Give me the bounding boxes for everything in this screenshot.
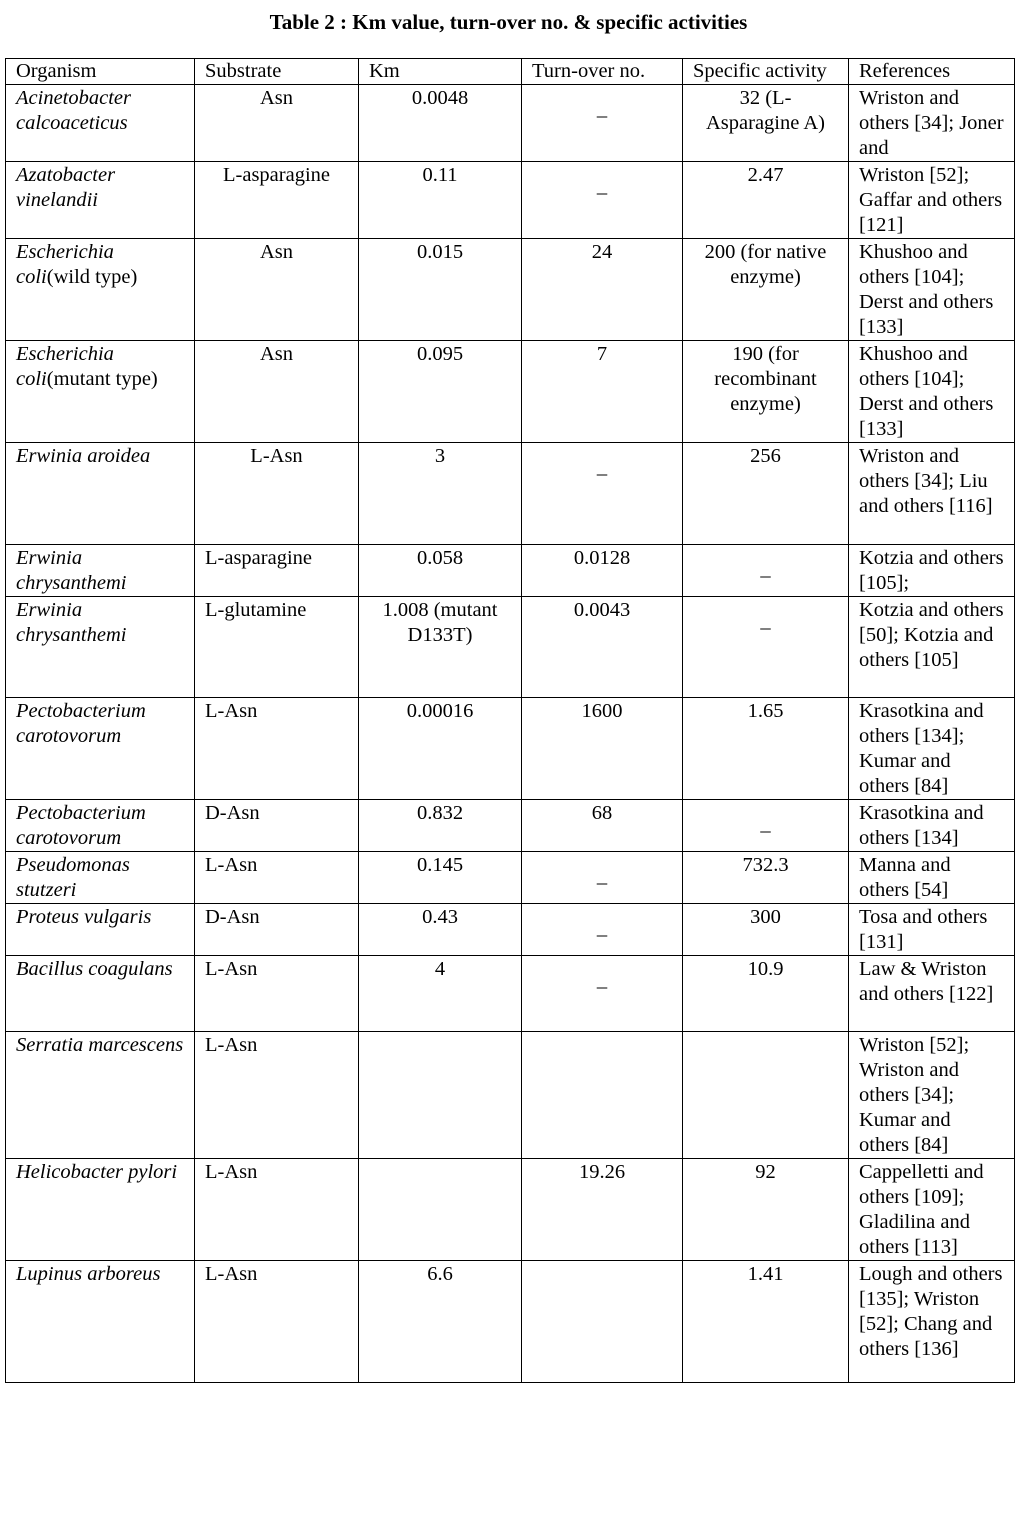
cell-km	[359, 904, 522, 956]
cell-substrate-text: L-Asn	[205, 854, 258, 876]
cell-references-text: Khushoo and others [104]; Derst and others [133]	[859, 343, 994, 440]
cell-specific-activity	[683, 162, 849, 239]
cell-km-text: 0.145	[416, 854, 464, 876]
cell-turnover	[522, 239, 683, 341]
cell-turnover	[522, 1032, 683, 1159]
cell-organism	[6, 852, 195, 904]
cell-references-text: Kotzia and others [105];	[859, 547, 1004, 594]
table-row	[6, 698, 1015, 800]
cell-turnover	[522, 597, 683, 698]
cell-km	[359, 597, 522, 698]
table-row	[6, 443, 1015, 545]
cell-turnover-text: 0.0128	[573, 547, 631, 569]
cell-substrate-text: Asn	[259, 343, 294, 365]
table-row	[6, 800, 1015, 852]
cell-turnover-text: 24	[591, 241, 613, 263]
cell-turnover	[522, 800, 683, 852]
cell-substrate-text: L-asparagine	[223, 164, 330, 186]
cell-specific-activity	[683, 443, 849, 545]
table-row	[6, 341, 1015, 443]
table-row	[6, 1261, 1015, 1383]
cell-substrate	[195, 698, 359, 800]
header-organism: Organism	[6, 59, 195, 85]
cell-km	[359, 1032, 522, 1159]
cell-km-text: 1.008 (mutant D133T)	[382, 599, 498, 646]
cell-references-text: Krasotkina and others [134]; Kumar and others [84]	[859, 700, 984, 797]
cell-organism	[6, 904, 195, 956]
cell-turnover	[522, 443, 683, 545]
cell-substrate-text: L-glutamine	[205, 599, 307, 621]
cell-references	[849, 698, 1015, 800]
cell-km-text: 0.43	[422, 906, 458, 928]
cell-specific-activity	[683, 852, 849, 904]
cell-km	[359, 545, 522, 597]
cell-organism-text: Serratia marcescens	[16, 1034, 184, 1056]
cell-turnover	[522, 85, 683, 162]
cell-references	[849, 443, 1015, 545]
cell-km-text: 6.6	[427, 1263, 453, 1285]
cell-specific-activity	[683, 956, 849, 1032]
cell-specific-activity	[683, 698, 849, 800]
cell-specific-activity-text: 256	[750, 445, 781, 467]
cell-references	[849, 1159, 1015, 1261]
cell-specific-activity	[683, 800, 849, 852]
cell-km	[359, 443, 522, 545]
cell-substrate	[195, 239, 359, 341]
cell-specific-activity-text: 1.65	[747, 700, 784, 722]
cell-substrate-text: L-asparagine	[205, 547, 312, 569]
cell-organism-text: Pectobacterium carotovorum	[16, 802, 146, 849]
cell-references-text: Wriston [52]; Gaffar and others [121]	[859, 164, 1003, 236]
cell-organism-text: Pectobacterium carotovorum	[16, 700, 146, 747]
header-references: References	[849, 59, 1015, 85]
cell-organism	[6, 800, 195, 852]
cell-references	[849, 1261, 1015, 1383]
cell-substrate-text: D-Asn	[205, 802, 260, 824]
cell-organism-text: (mutant type)	[46, 368, 158, 390]
cell-substrate-text: Asn	[259, 241, 294, 263]
cell-organism	[6, 341, 195, 443]
table-row	[6, 852, 1015, 904]
data-table	[5, 58, 1015, 1383]
table-row	[6, 239, 1015, 341]
cell-references-text: Cappelletti and others [109]; Gladilina and others [113]	[859, 1161, 984, 1258]
cell-substrate-text: L-Asn	[250, 445, 303, 467]
cell-specific-activity-text: 300	[750, 906, 781, 928]
cell-references	[849, 341, 1015, 443]
cell-specific-activity	[683, 597, 849, 698]
cell-references	[849, 904, 1015, 956]
cell-specific-activity	[683, 341, 849, 443]
header-row	[6, 59, 1015, 85]
cell-references-text: Khushoo and others [104]; Derst and others [133]	[859, 241, 994, 338]
cell-km	[359, 85, 522, 162]
cell-organism	[6, 443, 195, 545]
cell-turnover-text: 7	[596, 343, 608, 365]
cell-specific-activity	[683, 1032, 849, 1159]
header-specific-activity: Specific activity	[683, 59, 849, 85]
cell-references-text: Wriston [52]; Wriston and others [34]; Kumar and others [84]	[859, 1034, 970, 1156]
table-row	[6, 597, 1015, 698]
cell-km-text: 0.015	[416, 241, 464, 263]
cell-references	[849, 800, 1015, 852]
cell-km	[359, 956, 522, 1032]
table-row	[6, 956, 1015, 1032]
cell-specific-activity-text: _	[760, 558, 771, 580]
cell-turnover-text: 1600	[581, 700, 623, 722]
cell-turnover	[522, 904, 683, 956]
cell-references	[849, 1032, 1015, 1159]
cell-references	[849, 239, 1015, 341]
cell-organism	[6, 239, 195, 341]
cell-turnover-text: _	[596, 175, 608, 197]
cell-organism	[6, 1159, 195, 1261]
cell-references	[849, 852, 1015, 904]
cell-turnover-text: _	[596, 98, 608, 120]
cell-references-text: Wriston and others [34]; Joner and	[859, 87, 1004, 159]
cell-km	[359, 1261, 522, 1383]
cell-turnover-text: _	[596, 456, 608, 478]
cell-specific-activity-text: _	[760, 813, 771, 835]
cell-references-text: Krasotkina and others [134]	[859, 802, 984, 849]
cell-organism-text: Azatobacter vinelandii	[16, 164, 116, 211]
cell-specific-activity-text: 200 (for native enzyme)	[704, 241, 827, 288]
cell-substrate	[195, 956, 359, 1032]
table-title: Table 2 : Km value, turn-over no. & specific activities	[269, 10, 748, 34]
cell-km-text: 0.095	[416, 343, 464, 365]
cell-specific-activity	[683, 1159, 849, 1261]
cell-specific-activity	[683, 85, 849, 162]
table-row	[6, 545, 1015, 597]
cell-references	[849, 956, 1015, 1032]
cell-substrate	[195, 1032, 359, 1159]
cell-references-text: Lough and others [135]; Wriston [52]; Chang and others [136]	[859, 1263, 1003, 1360]
cell-organism-text: Erwinia chrysanthemi	[16, 547, 127, 594]
cell-substrate	[195, 545, 359, 597]
cell-substrate-text: D-Asn	[205, 906, 260, 928]
cell-km-text: 0.058	[416, 547, 464, 569]
cell-turnover-text: _	[596, 865, 608, 887]
table-row	[6, 904, 1015, 956]
cell-organism	[6, 1032, 195, 1159]
cell-km	[359, 341, 522, 443]
cell-km	[359, 1159, 522, 1261]
cell-organism-text: Lupinus arboreus	[16, 1263, 161, 1285]
cell-turnover	[522, 162, 683, 239]
header-substrate: Substrate	[195, 59, 359, 85]
cell-turnover	[522, 545, 683, 597]
cell-substrate-text: L-Asn	[205, 1263, 258, 1285]
cell-specific-activity-text: 2.47	[747, 164, 784, 186]
cell-specific-activity	[683, 1261, 849, 1383]
cell-specific-activity-text: 92	[755, 1161, 776, 1183]
cell-organism-text: Bacillus coagulans	[16, 958, 173, 980]
cell-km-text: 0.0048	[411, 87, 469, 109]
cell-organism-text: Helicobacter pylori	[16, 1161, 178, 1183]
cell-references-text: Law & Wriston and others [122]	[859, 958, 994, 1005]
cell-organism-text: Erwinia chrysanthemi	[16, 599, 127, 646]
cell-substrate	[195, 162, 359, 239]
cell-substrate	[195, 443, 359, 545]
cell-organism	[6, 956, 195, 1032]
cell-organism-text: Acinetobacter calcoaceticus	[16, 87, 131, 134]
cell-substrate	[195, 1159, 359, 1261]
cell-specific-activity	[683, 904, 849, 956]
cell-specific-activity	[683, 239, 849, 341]
cell-specific-activity-text: 732.3	[742, 854, 789, 876]
cell-turnover	[522, 852, 683, 904]
cell-km-text: 4	[434, 958, 446, 980]
cell-turnover	[522, 698, 683, 800]
cell-references	[849, 597, 1015, 698]
cell-turnover-text: 68	[591, 802, 613, 824]
cell-turnover	[522, 341, 683, 443]
cell-references	[849, 162, 1015, 239]
table-row	[6, 1159, 1015, 1261]
cell-km-text: 3	[434, 445, 446, 467]
cell-organism	[6, 545, 195, 597]
cell-organism	[6, 1261, 195, 1383]
cell-references-text: Wriston and others [34]; Liu and others [116]	[859, 445, 993, 517]
cell-km	[359, 162, 522, 239]
cell-organism-text: Escherichia coli	[16, 241, 114, 288]
cell-km	[359, 852, 522, 904]
cell-km-text: 0.832	[416, 802, 464, 824]
cell-references	[849, 85, 1015, 162]
cell-turnover	[522, 1261, 683, 1383]
cell-specific-activity-text: 10.9	[747, 958, 784, 980]
header-km: Km	[359, 59, 522, 85]
cell-turnover-text: _	[596, 969, 608, 991]
cell-substrate	[195, 852, 359, 904]
cell-substrate	[195, 800, 359, 852]
cell-organism-text: Escherichia coli	[16, 343, 114, 390]
cell-organism	[6, 698, 195, 800]
table-row	[6, 85, 1015, 162]
cell-km-text: 0.00016	[406, 700, 474, 722]
cell-references-text: Tosa and others [131]	[859, 906, 988, 953]
cell-organism	[6, 85, 195, 162]
cell-substrate	[195, 904, 359, 956]
cell-references	[849, 545, 1015, 597]
cell-turnover	[522, 956, 683, 1032]
cell-km	[359, 239, 522, 341]
cell-km-text: 0.11	[422, 164, 458, 186]
cell-specific-activity-text: 190 (for recombinant enzyme)	[714, 343, 817, 415]
cell-substrate-text: L-Asn	[205, 700, 258, 722]
cell-turnover-text: _	[596, 917, 608, 939]
cell-substrate	[195, 597, 359, 698]
cell-organism-text: (wild type)	[46, 266, 138, 288]
cell-substrate-text: Asn	[259, 87, 294, 109]
cell-specific-activity	[683, 545, 849, 597]
cell-substrate-text: L-Asn	[205, 958, 258, 980]
cell-specific-activity-text: 32 (L-Asparagine A)	[706, 87, 825, 134]
cell-organism	[6, 162, 195, 239]
table-row	[6, 162, 1015, 239]
cell-specific-activity-text: _	[760, 610, 771, 632]
cell-turnover	[522, 1159, 683, 1261]
header-turnover: Turn-over no.	[522, 59, 683, 85]
cell-substrate	[195, 341, 359, 443]
cell-organism-text: Proteus vulgaris	[16, 906, 152, 928]
cell-km	[359, 698, 522, 800]
cell-turnover-text: 19.26	[578, 1161, 626, 1183]
cell-turnover-text: 0.0043	[573, 599, 631, 621]
cell-references-text: Kotzia and others [50]; Kotzia and others [105]	[859, 599, 1004, 671]
cell-substrate-text: L-Asn	[205, 1161, 258, 1183]
cell-km	[359, 800, 522, 852]
cell-organism-text: Erwinia aroidea	[16, 445, 151, 467]
cell-substrate	[195, 1261, 359, 1383]
table-row	[6, 1032, 1015, 1159]
cell-references-text: Manna and others [54]	[859, 854, 951, 901]
cell-specific-activity-text: 1.41	[747, 1263, 784, 1285]
cell-organism-text: Pseudomonas stutzeri	[16, 854, 130, 901]
cell-substrate	[195, 85, 359, 162]
cell-organism	[6, 597, 195, 698]
cell-substrate-text: L-Asn	[205, 1034, 258, 1056]
